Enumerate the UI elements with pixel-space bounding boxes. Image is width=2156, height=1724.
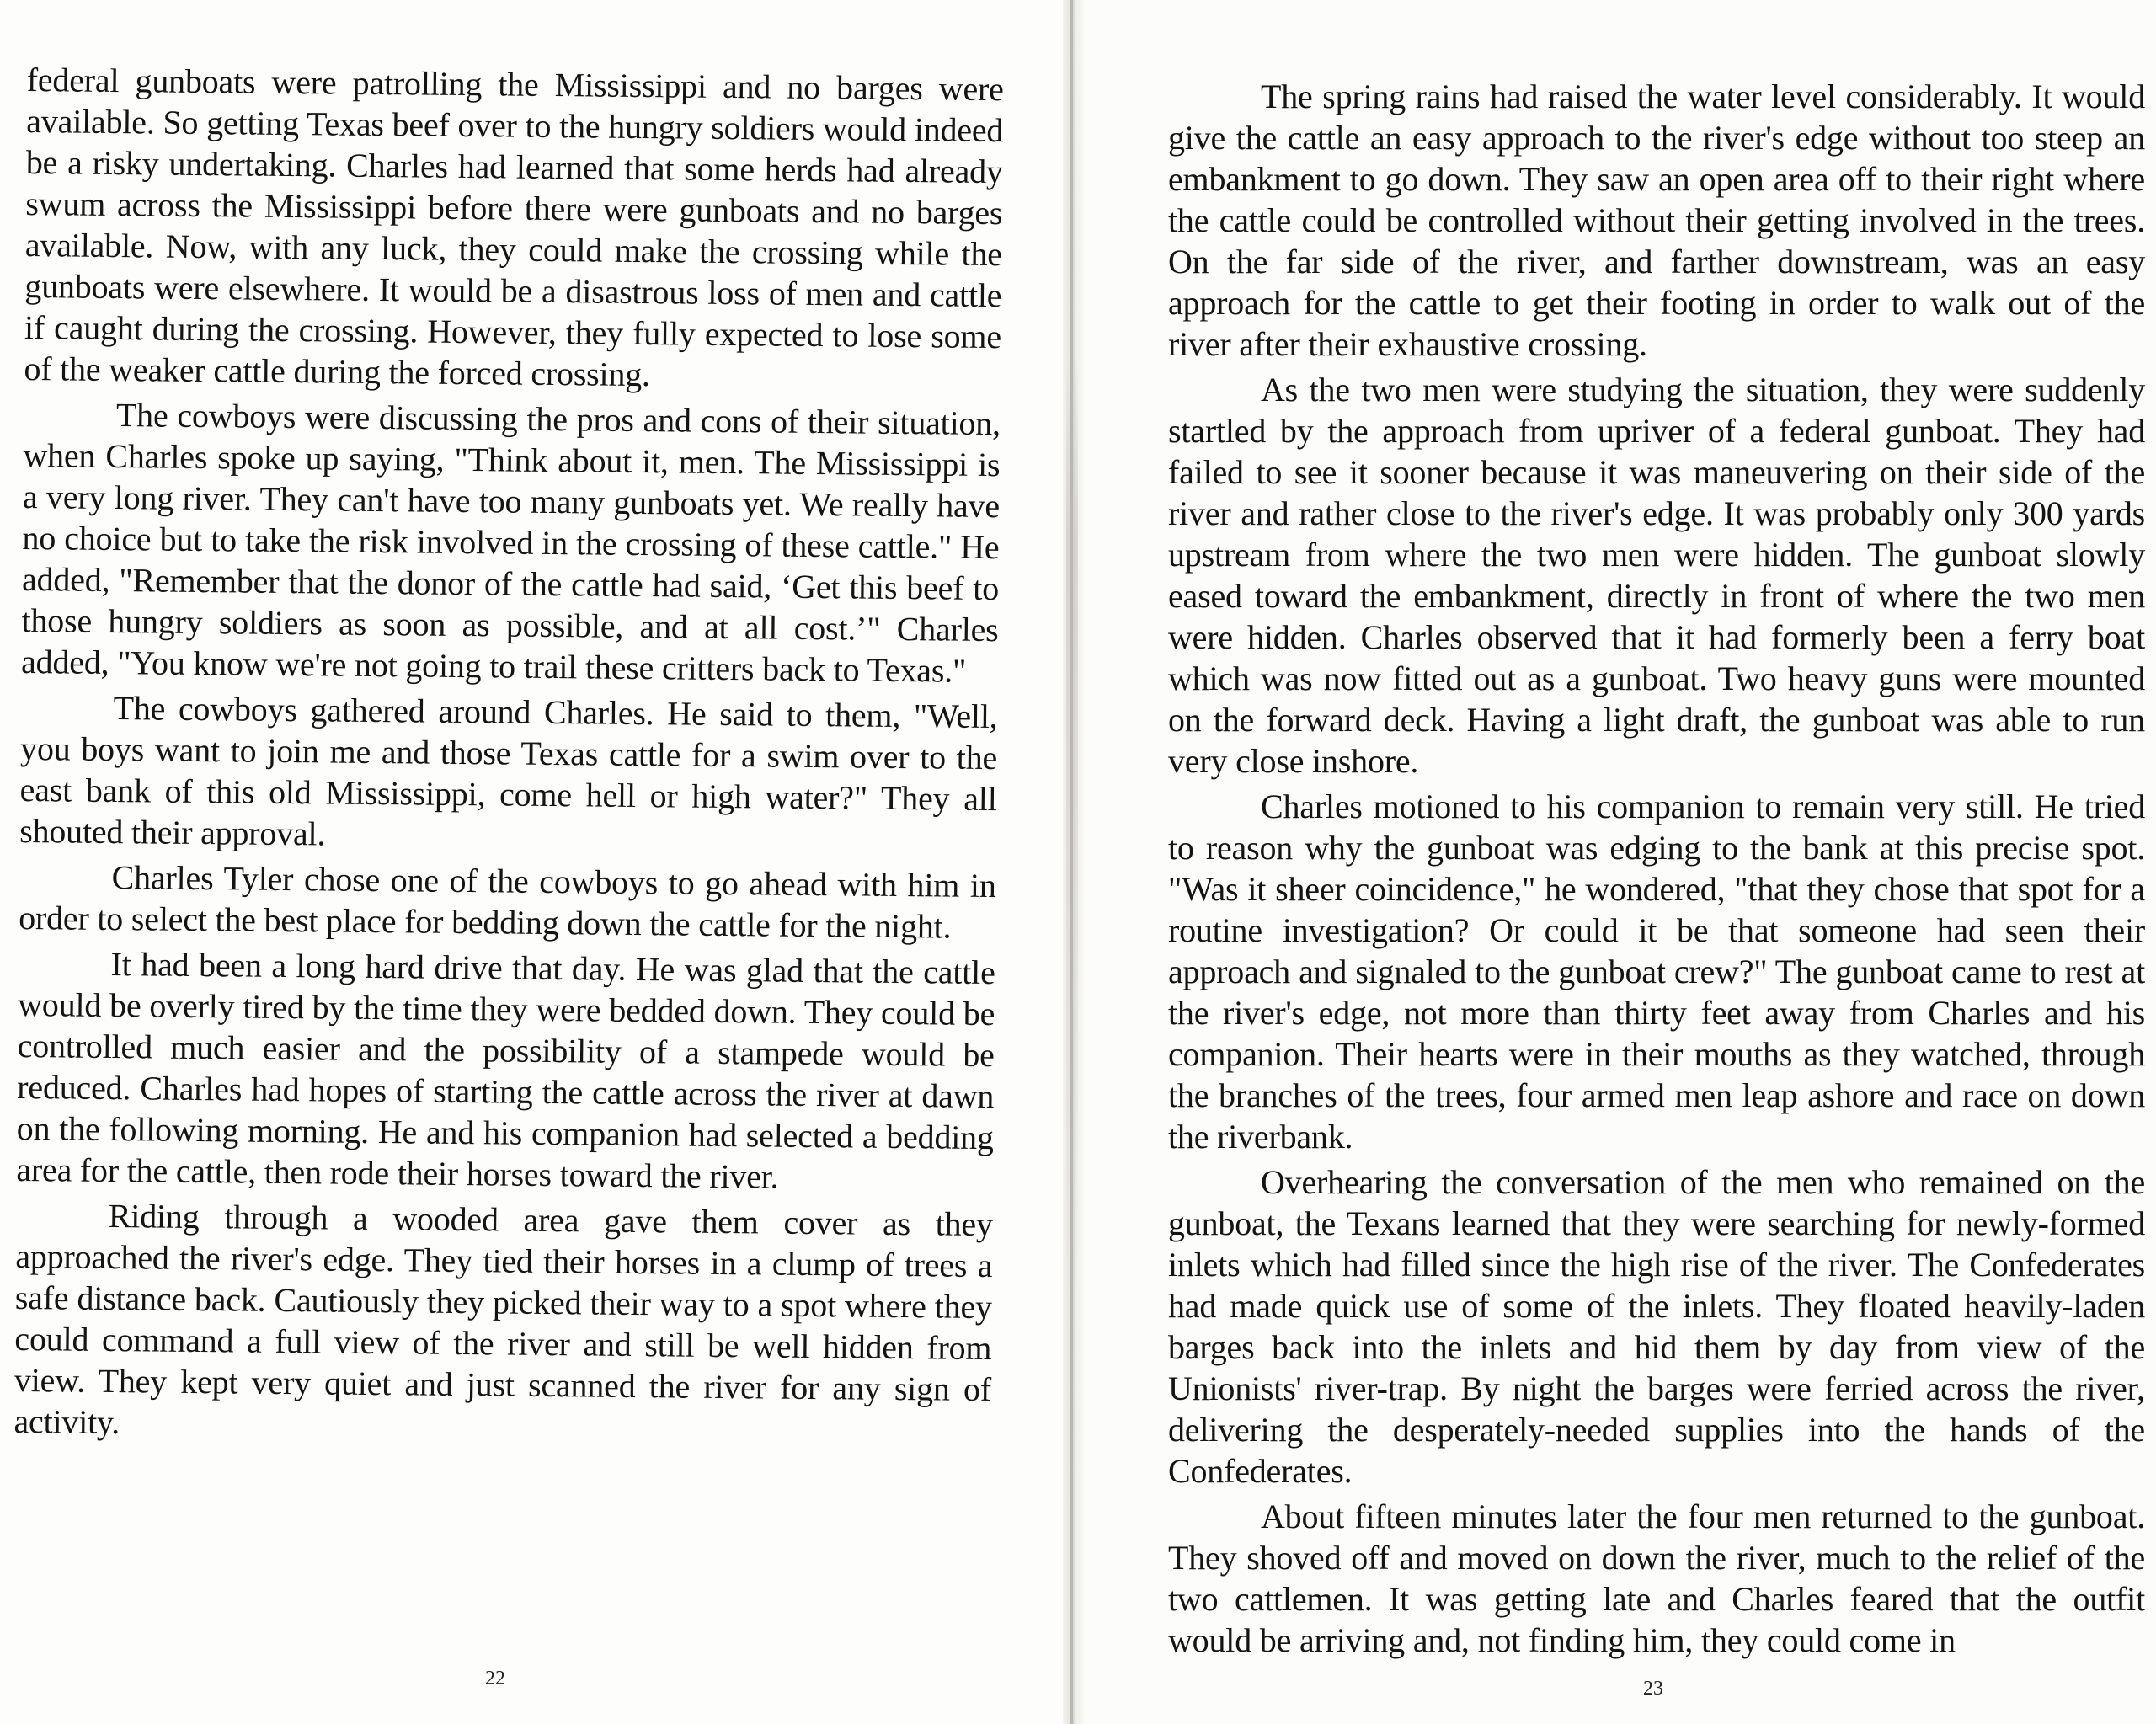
- left-page-text: [13, 59, 1004, 1455]
- paragraph: Riding through a wooded area gave them cover as they approached the river's edge. They tied their horses in a clump of trees a safe distance back. Cautiously they picked their way to a spot where they could command a full view of the river and still be well hidden from view. They kept very quiet and just scanned the river for any sign of activity.: [13, 1196, 993, 1442]
- paragraph: The cowboys gathered around Charles. He said to them, "Well, you boys want to join me and those Texas cattle for a swim over to the east bank of this old Mississippi, come hell or high water?" They all shouted their approval.: [19, 689, 998, 853]
- right-page: [1078, 0, 2156, 1724]
- paragraph: It had been a long hard drive that day. He was glad that the cattle would be overly tired by the time they were bedded down. They could be controlled much easier and the possibility of a stampede would be reduced. Charles had hopes of starting the cattle across the river at dawn on the following morning. He and his companion had selected a bedding area for the cattle, then rode their horses toward the river.: [16, 945, 995, 1196]
- paragraph: The cowboys were discussing the pros and cons of their situation, when Charles spoke up saying, "Think about it, men. The Mississippi is a very long river. They can't have too many gunboats yet. We really have no choice but to take the risk involved in the crossing of these cattle." He added, "Remember that the donor of the cattle had said, ‘Get this beef to those hungry soldiers as soon as possible, and at all cost.’" Charles added, "You know we're not going to trail these critters back to Texas.": [20, 396, 1001, 690]
- page-number-left: 22: [485, 1668, 505, 1689]
- paragraph: Charles motioned to his companion to remain very still. He tried to reason why the gunboat was edging to the bank at this precise spot. "Was it sheer coincidence," he wondered, "that they chose that spot for a routine investigation? Or could it be that someone had seen their approach and signaled to the gunboat crew?" The gunboat came to rest at the river's edge, not more than thirty feet away from Charles and his companion. Their hearts were in their mouths as they watched, through the branches of the trees, four armed men leap ashore and race on down the riverbank.: [1168, 787, 2145, 1156]
- left-page: [0, 0, 1070, 1724]
- page-number-right: 23: [1643, 1678, 1663, 1700]
- paragraph: As the two men were studying the situation, they were suddenly startled by the approach from upriver of a federal gunboat. They had failed to see it sooner because it was maneuvering on their side of the river and rather close to the river's edge. It was probably only 300 yards upstream from where the two men were hidden. The gunboat slowly eased toward the embankment, directly in front of where the two men were hidden. Charles observed that it had formerly been a ferry boat which was now fitted out as a gunboat. Two heavy guns were mounted on the forward deck. Having a light draft, the gunboat was able to run very close inshore.: [1168, 371, 2145, 780]
- gutter-crease: [1070, 0, 1073, 1724]
- paragraph: Charles Tyler chose one of the cowboys to go ahead with him in order to select the best place for bedding down the cattle for the night.: [18, 858, 996, 946]
- paragraph: Overhearing the conversation of the men who remained on the gunboat, the Texans learned that they were searching for newly-formed inlets which had filled since the high rise of the river. The Confederates had made quick use of some of the inlets. They floated heavily-laden barges back into the inlets and hid them by day from view of the Unionists' river-trap. By night the barges were ferried across the river, delivering the desperately-needed supplies into the hands of the Confederates.: [1168, 1163, 2145, 1490]
- paragraph: federal gunboats were patrolling the Mississippi and no barges were available. So getting Texas beef over to the hungry soldiers would indeed be a risky undertaking. Charles had learned that some herds had already swum across the Mississippi before there were gunboats and no barges available. Now, with any luck, they could make the crossing while the gunboats were elsewhere. It would be a disastrous loss of men and cattle if caught during the crossing. However, they fully expected to lose some of the weaker cattle during the forced crossing.: [24, 60, 1004, 394]
- paragraph: The spring rains had raised the water level considerably. It would give the cattle an easy approach to the river's edge without too steep an embankment to go down. They saw an open area off to their right where the cattle could be controlled without their getting involved in the trees. On the far side of the river, and farther downstream, was an easy approach for the cattle to get their footing in order to walk out of the river after their exhaustive crossing.: [1168, 77, 2145, 363]
- paragraph: About fifteen minutes later the four men returned to the gunboat. They shoved off and moved on down the river, much to the relief of the two cattlemen. It was getting late and Charles feared that the outfit would be arriving and, not finding him, they could come in: [1168, 1497, 2145, 1659]
- right-page-text: [1168, 76, 2145, 1665]
